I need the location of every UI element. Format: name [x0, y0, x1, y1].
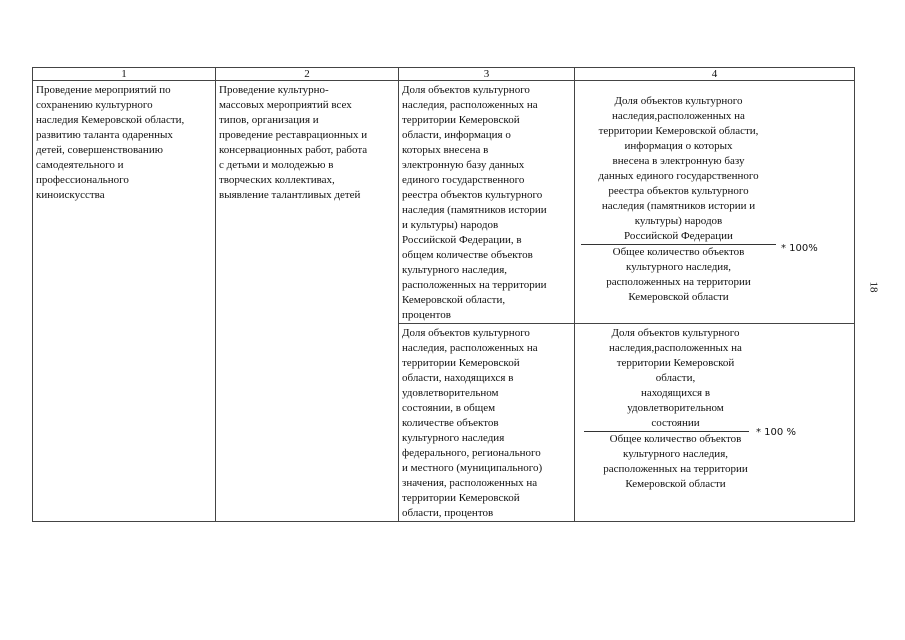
formula-cell-2: [575, 324, 855, 522]
header-cell-4: 4: [575, 68, 855, 81]
header-cell-3: 3: [399, 68, 575, 81]
indicator-cell-2: Доля объектов культурного наследия, расположенных на территории Кемеровской области, находящихся в удовлетворительном состоянии, в общем количестве объектов культурного наследия федерального, регионального и местного (муниципального) значения, расположенных на территории Кемеровской области, процентов: [399, 324, 575, 522]
header-cell-1: 1: [33, 68, 216, 81]
activities-cell: Проведение культурно- массовых мероприятий всех типов, организация и проведение реставрационных и консервационных работ, работа с детьми и молодежью в творческих коллективах, выявление талантливых детей: [216, 81, 399, 522]
indicators-table: [32, 67, 855, 522]
table-header-row: [33, 68, 855, 81]
indicator-cell-1: Доля объектов культурного наследия, расположенных на территории Кемеровской области, информация о которых внесена в электронную базу данных единого государственного реестра объектов культурного наследия (памятников истории и культуры) народов Российской Федерации, в общем количестве объектов культурного наследия, расположенных на территории Кемеровской области, процентов: [399, 81, 575, 324]
formula-cell-1: [575, 81, 855, 324]
measures-cell: Проведение мероприятий по сохранению культурного наследия Кемеровской области, развитию таланта одаренных детей, совершенствованию самодеятельного и профессионального киноискусства: [33, 81, 216, 522]
formula-2-numerator: Доля объектов культурного наследия,расположенных на территории Кемеровской области, находящихся в удовлетворительном состоянии: [609, 327, 742, 429]
formula-1: [581, 94, 851, 305]
table-row: [33, 81, 855, 324]
formula-2-denominator: Общее количество объектов культурного наследия, расположенных на территории Кемеровской области: [603, 433, 748, 490]
formula-1-multiplier: * 100%: [781, 243, 818, 254]
formula-2-multiplier: * 100 %: [756, 427, 796, 438]
formula-2: [578, 326, 851, 492]
formula-1-denominator: Общее количество объектов культурного наследия, расположенных на территории Кемеровской области: [606, 246, 751, 303]
formula-1-numerator: Доля объектов культурного наследия,расположенных на территории Кемеровской области, информация о которых внесена в электронную базу данных единого государственного реестра объектов культурного наследия (памятников истории и культуры) народов Российской Федерации: [598, 95, 759, 242]
page-number: 18: [867, 281, 880, 293]
header-cell-2: 2: [216, 68, 399, 81]
